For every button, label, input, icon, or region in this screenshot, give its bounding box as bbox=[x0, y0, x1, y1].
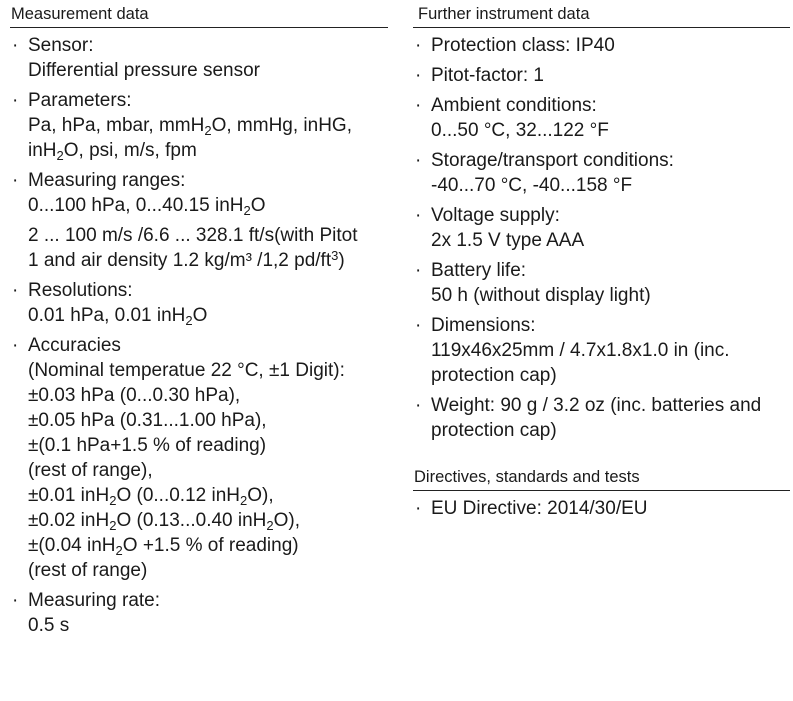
item-text-line: inH$_2$O, psi, m/s, fpm bbox=[28, 140, 197, 163]
bullet-dot-icon: · bbox=[12, 90, 19, 111]
item-text-line: Pitot-factor: 1 bbox=[431, 65, 544, 86]
item-text-line: Differential pressure sensor bbox=[28, 60, 260, 81]
item-text-line: Battery life: bbox=[431, 260, 527, 281]
item-text-line: Weight: 90 g / 3.2 oz (inc. batteries and bbox=[431, 395, 762, 416]
bullet-dot-icon: · bbox=[415, 395, 422, 416]
list-item bbox=[413, 148, 790, 198]
item-text-line: protection cap) bbox=[431, 365, 557, 386]
measurement-data-list bbox=[10, 33, 388, 638]
bullet-dot-icon: · bbox=[415, 498, 422, 519]
item-text-line: Sensor: bbox=[28, 35, 94, 56]
bullet-dot-icon: · bbox=[415, 315, 422, 336]
list-item bbox=[413, 258, 790, 308]
instrument-data-column bbox=[413, 0, 790, 521]
list-item bbox=[10, 588, 388, 638]
list-item bbox=[10, 168, 388, 273]
item-text-line: (Nominal temperatue 22 °C, ±1 Digit): bbox=[28, 360, 345, 381]
item-text-line: protection cap) bbox=[431, 420, 557, 441]
list-item bbox=[413, 496, 790, 521]
list-item bbox=[413, 313, 790, 388]
bullet-dot-icon: · bbox=[415, 35, 422, 56]
item-text-line: ±0.02 inH$_2$O (0.13...0.40 inH$_2$O), bbox=[28, 510, 301, 533]
list-item bbox=[10, 333, 388, 583]
item-text-line: 0...100 hPa, 0...40.15 inH$_2$O bbox=[28, 195, 266, 218]
item-text-line: 1 and air density 1.2 kg/m³ /1,2 $pd/ft^3$) bbox=[28, 248, 345, 271]
list-item bbox=[413, 203, 790, 253]
bullet-dot-icon: · bbox=[415, 65, 422, 86]
list-item bbox=[10, 88, 388, 163]
item-text-line: Accuracies bbox=[28, 335, 121, 356]
section-title-directives: Directives, standards and tests bbox=[413, 463, 790, 491]
instrument-data-list bbox=[413, 33, 790, 443]
item-text-line: 0...50 °C, 32...122 °F bbox=[431, 120, 609, 141]
item-text-line: Resolutions: bbox=[28, 280, 133, 301]
list-item bbox=[413, 33, 790, 58]
item-text-line: Ambient conditions: bbox=[431, 95, 597, 116]
item-text-line: Measuring ranges: bbox=[28, 170, 186, 191]
item-text-line: Protection class: IP40 bbox=[431, 35, 615, 56]
bullet-dot-icon: · bbox=[12, 335, 19, 356]
list-item bbox=[10, 278, 388, 328]
list-item bbox=[413, 393, 790, 443]
item-text-line: Parameters: bbox=[28, 90, 132, 111]
item-text-line: Voltage supply: bbox=[431, 205, 560, 226]
item-text-line: ±0.03 hPa (0...0.30 hPa), bbox=[28, 385, 241, 406]
item-text-line: 0.5 s bbox=[28, 615, 70, 636]
bullet-dot-icon: · bbox=[415, 150, 422, 171]
item-text-line: Measuring rate: bbox=[28, 590, 161, 611]
item-text-line: ±(0.1 hPa+1.5 % of reading) bbox=[28, 435, 267, 456]
list-item bbox=[413, 63, 790, 88]
bullet-dot-icon: · bbox=[415, 260, 422, 281]
item-text-line: 2 ... 100 m/s /6.6 ... 328.1 ft/s(with Pitot bbox=[28, 225, 358, 246]
section-title-measurement-data: Measurement data bbox=[10, 0, 388, 28]
item-text-line: 0.01 hPa, 0.01 inH$_2$O bbox=[28, 305, 208, 328]
bullet-dot-icon: · bbox=[415, 205, 422, 226]
item-text-line: ±0.05 hPa (0.31...1.00 hPa), bbox=[28, 410, 267, 431]
item-text-line: (rest of range), bbox=[28, 460, 153, 481]
measurement-data-column bbox=[10, 0, 388, 638]
item-text-line: Dimensions: bbox=[431, 315, 536, 336]
directives-list bbox=[413, 496, 790, 521]
item-text-line: 50 h (without display light) bbox=[431, 285, 651, 306]
item-text-line: Storage/transport conditions: bbox=[431, 150, 674, 171]
section-title-further-instrument-data: Further instrument data bbox=[413, 0, 790, 28]
item-text-line: EU Directive: 2014/30/EU bbox=[431, 498, 648, 519]
bullet-dot-icon: · bbox=[12, 280, 19, 301]
item-text-line: -40...70 °C, -40...158 °F bbox=[431, 175, 633, 196]
item-text-line: ±(0.04 inH$_2$O +1.5 % of reading) bbox=[28, 535, 299, 558]
bullet-dot-icon: · bbox=[12, 170, 19, 191]
item-text-line: Pa, hPa, mbar, mmH$_2$O, mmHg, inHG, bbox=[28, 115, 352, 138]
item-text-line: 2x 1.5 V type AAA bbox=[431, 230, 585, 251]
bullet-dot-icon: · bbox=[12, 35, 19, 56]
item-text-line: 119x46x25mm / 4.7x1.8x1.0 in (inc. bbox=[431, 340, 730, 361]
bullet-dot-icon: · bbox=[12, 590, 19, 611]
list-item bbox=[10, 33, 388, 83]
item-text-line: (rest of range) bbox=[28, 560, 148, 581]
item-text-line: ±0.01 inH$_2$O (0...0.12 inH$_2$O), bbox=[28, 485, 274, 508]
list-item bbox=[413, 93, 790, 143]
bullet-dot-icon: · bbox=[415, 95, 422, 116]
